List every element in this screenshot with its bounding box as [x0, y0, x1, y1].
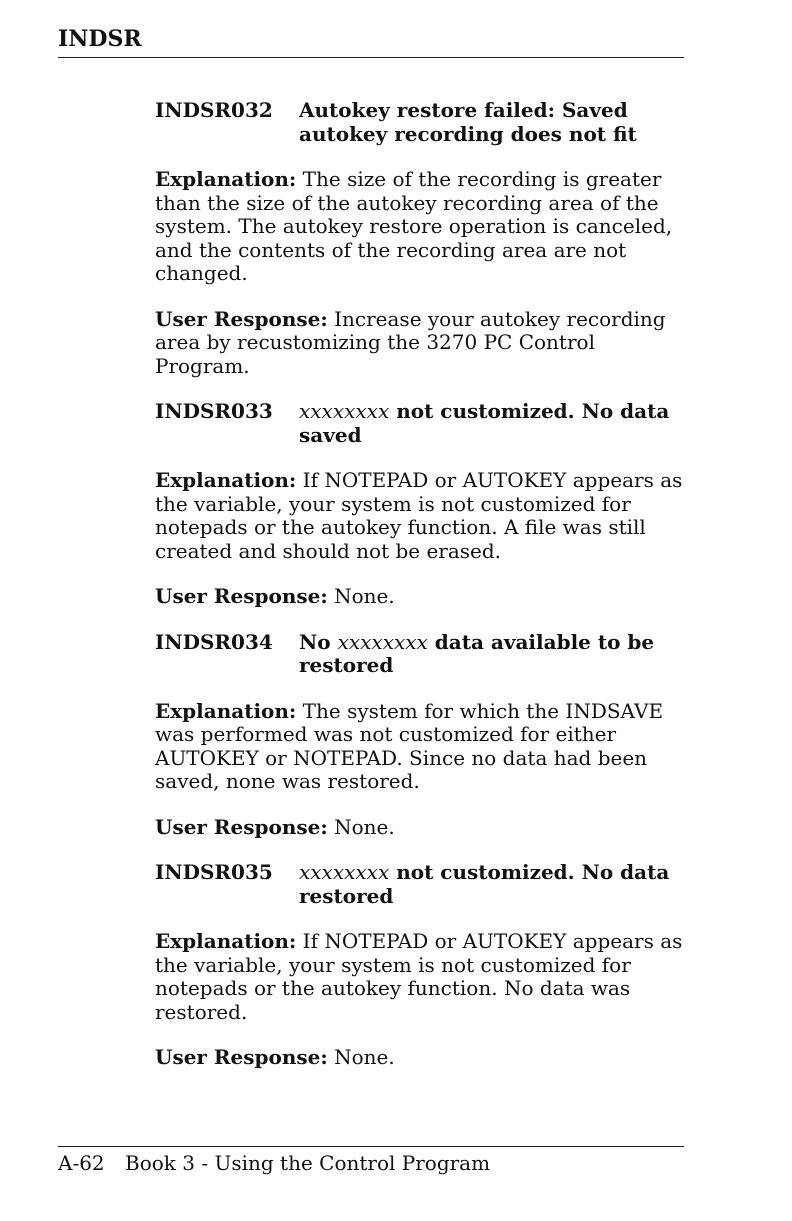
explanation-text: The size of the recording is greater than the size of the autokey recording area of the system. The autokey restore operation is canceled, and the contents of the recording area are not changed. [155, 167, 673, 285]
message-variable: xxxxxxxx [299, 860, 390, 884]
response-paragraph [155, 585, 685, 609]
response-paragraph [155, 816, 685, 840]
explanation-label: Explanation: [155, 468, 297, 492]
message-code: INDSR035 [155, 860, 273, 884]
page-header: INDSR [58, 26, 142, 52]
response-text: None. [334, 1045, 395, 1069]
message-variable: xxxxxxxx [299, 399, 390, 423]
message-title-text: data available to be restored [299, 629, 655, 677]
message-list [155, 99, 685, 1092]
response-label: User Response: [155, 1045, 328, 1069]
message-code: INDSR033 [155, 399, 273, 423]
message-code: INDSR032 [155, 98, 273, 122]
explanation-text: If NOTEPAD or AUTOKEY appears as the variable, your system is not customized for notepads or the autokey function. A file was still created and should not be erased. [155, 468, 683, 563]
message-heading [155, 400, 685, 447]
message-title: Autokey restore failed: Saved autokey recording does not fit [299, 98, 637, 146]
explanation-paragraph [155, 700, 685, 794]
explanation-paragraph [155, 168, 685, 286]
message-title [299, 631, 685, 678]
response-text: None. [334, 584, 395, 608]
header-rule [58, 57, 684, 58]
page-number: A-62 [58, 1151, 105, 1175]
message-variable: xxxxxxxx [337, 629, 428, 654]
message-title-text: not customized. No data restored [299, 860, 670, 908]
message-title [299, 861, 685, 908]
explanation-text: If NOTEPAD or AUTOKEY appears as the variable, your system is not customized for notepads or the autokey function. No data was restored. [155, 929, 683, 1024]
response-label: User Response: [155, 306, 328, 331]
footer-rule [58, 1146, 684, 1147]
message-heading [155, 99, 685, 146]
message-title-text: not customized. No data saved [299, 399, 670, 447]
response-label: User Response: [155, 584, 328, 608]
page-footer [58, 1151, 490, 1175]
message-item [155, 400, 685, 609]
message-item [155, 631, 685, 840]
explanation-paragraph [155, 469, 685, 563]
response-text: None. [334, 814, 395, 839]
message-title [299, 400, 685, 447]
message-item [155, 861, 685, 1070]
response-text: Increase your autokey recording area by recustomizing the 3270 PC Control Program. [155, 306, 666, 378]
message-heading [155, 631, 685, 678]
book-title: Book 3 - Using the Control Program [125, 1151, 491, 1175]
explanation-paragraph [155, 930, 685, 1024]
message-heading [155, 861, 685, 908]
explanation-label: Explanation: [155, 929, 297, 953]
explanation-label: Explanation: [155, 698, 297, 723]
explanation-text: The system for which the INDSAVE was performed was not customized for either AUTOKEY or NOTEPAD. Since no data had been saved, none was restored. [155, 698, 664, 793]
response-paragraph [155, 1046, 685, 1070]
message-title-prefix: No [299, 629, 338, 654]
response-paragraph [155, 308, 685, 379]
response-label: User Response: [155, 814, 328, 839]
message-item [155, 99, 685, 378]
explanation-label: Explanation: [155, 167, 297, 191]
message-code: INDSR034 [155, 629, 273, 654]
